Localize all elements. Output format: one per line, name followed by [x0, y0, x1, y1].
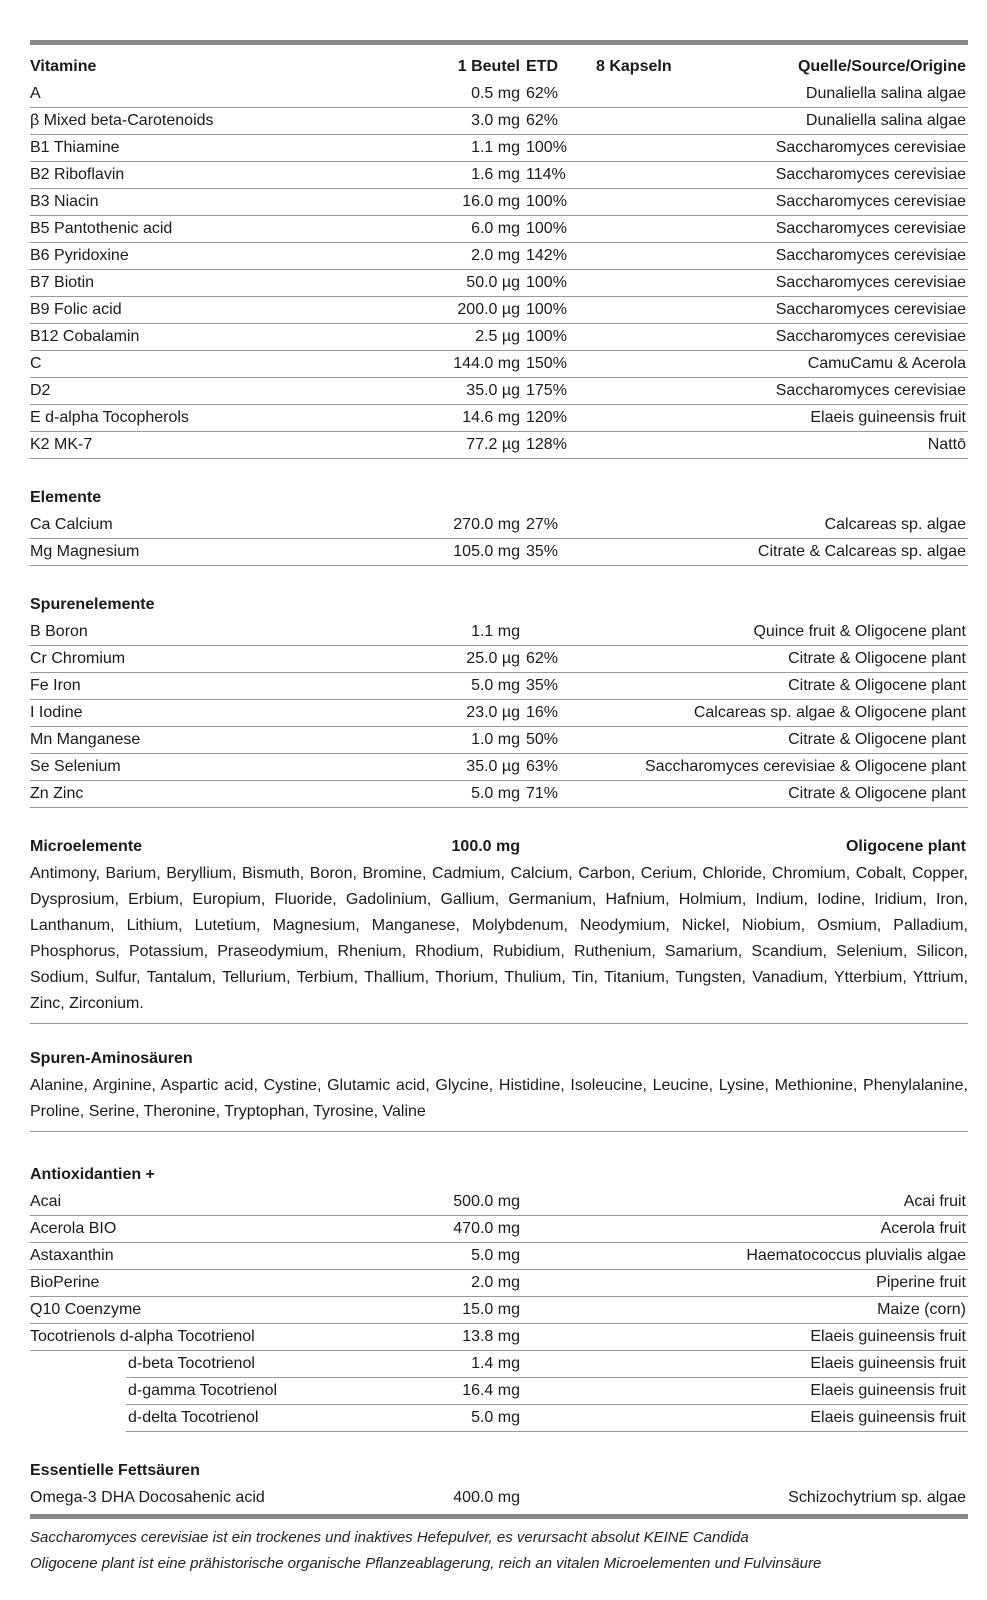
table-header	[30, 54, 968, 81]
row-dose: 500.0 mg	[453, 1193, 520, 1210]
row-source: Citrate & Oligocene plant	[788, 677, 966, 694]
table-row	[30, 81, 968, 108]
table-row	[30, 1324, 968, 1351]
row-source: Citrate & Calcareas sp. algae	[757, 543, 966, 560]
header-etd: ETD	[526, 58, 558, 75]
row-etd: 150%	[526, 355, 567, 372]
table-row	[30, 1189, 968, 1216]
row-etd: 100%	[526, 301, 567, 318]
row-etd: 175%	[526, 382, 567, 399]
row-name: β Mixed beta-Carotenoids	[30, 112, 214, 129]
table-row	[30, 673, 968, 700]
row-dose: 13.8 mg	[462, 1328, 520, 1345]
section-title-elemente: Elemente	[30, 489, 102, 506]
bottom-rule	[30, 1514, 968, 1519]
row-name: I Iodine	[30, 704, 83, 721]
table-row	[30, 270, 968, 297]
micro-source: Oligocene plant	[845, 838, 966, 855]
table-row	[30, 646, 968, 673]
row-source: Quince fruit & Oligocene plant	[753, 623, 966, 640]
row-name: Mg Magnesium	[30, 543, 140, 560]
row-dose: 1.0 mg	[471, 731, 520, 748]
section-title-aminosaeuren: Spuren-Aminosäuren	[30, 1050, 193, 1067]
row-name: Astaxanthin	[30, 1247, 114, 1264]
header-kapseln: 8 Kapseln	[596, 58, 672, 75]
section-title-spurenelemente: Spurenelemente	[30, 596, 155, 613]
row-source: Saccharomyces cerevisiae	[775, 274, 966, 291]
section-title-microelemente	[30, 834, 968, 861]
row-etd: 27%	[526, 516, 559, 533]
table-row	[30, 432, 968, 459]
row-source: Elaeis guineensis fruit	[810, 1328, 966, 1345]
row-source: Schizochytrium sp. algae	[788, 1489, 966, 1506]
table-row	[30, 1216, 968, 1243]
row-etd: 100%	[526, 139, 567, 156]
row-name: Mn Manganese	[30, 731, 141, 748]
row-etd: 63%	[526, 758, 559, 775]
micro-dose: 100.0 mg	[451, 838, 520, 855]
row-source: Saccharomyces cerevisiae	[775, 301, 966, 318]
row-source: Dunaliella salina algae	[805, 85, 966, 102]
row-name: D2	[30, 382, 51, 399]
row-name: Cr Chromium	[30, 650, 126, 667]
footnote-oligocene: Oligocene plant ist eine prähistorische organische Pflanzeablagerung, reich an vitalen Microelementen und Fulvinsäure	[30, 1555, 822, 1572]
row-name: C	[30, 355, 42, 372]
table-row	[30, 1243, 968, 1270]
row-source: Dunaliella salina algae	[805, 112, 966, 129]
row-name: Acai	[30, 1193, 62, 1210]
row-name: Acerola BIO	[30, 1220, 117, 1237]
fettsaeuren-rows	[30, 1485, 968, 1512]
row-source: Elaeis guineensis fruit	[810, 1409, 966, 1426]
row-name: B2 Riboflavin	[30, 166, 125, 183]
row-dose: 16.4 mg	[462, 1382, 520, 1399]
row-source: Acerola fruit	[880, 1220, 966, 1237]
table-row	[30, 162, 968, 189]
row-dose: 77.2 µg	[466, 436, 520, 453]
row-etd: 114%	[526, 166, 566, 183]
row-dose: 2.0 mg	[471, 1274, 520, 1291]
row-etd: 35%	[526, 677, 559, 694]
table-row	[30, 754, 968, 781]
row-dose: 50.0 µg	[466, 274, 520, 291]
row-name: K2 MK-7	[30, 436, 93, 453]
row-dose: 5.0 mg	[471, 785, 520, 802]
row-name: B7 Biotin	[30, 274, 95, 291]
row-name: d-gamma Tocotrienol	[128, 1382, 278, 1399]
section-title-antioxidantien: Antioxidantien +	[30, 1166, 155, 1183]
table-row	[30, 108, 968, 135]
row-dose: 1.1 mg	[471, 139, 520, 156]
table-row	[30, 1405, 968, 1432]
row-name: B1 Thiamine	[30, 139, 120, 156]
table-row	[30, 189, 968, 216]
footnote-saccharomyces: Saccharomyces cerevisiae ist ein trockenes und inaktives Hefepulver, es verursacht absolut KEINE Candida	[30, 1529, 749, 1546]
amino-list: Alanine, Arginine, Aspartic acid, Cystine, Glutamic acid, Glycine, Histidine, Isoleucine, Leucine, Lysine, Methionine, Phenylalanine, Proline, Serine, Theronine, Tryptophan, Tyrosine, Valine	[30, 1073, 968, 1132]
row-dose: 2.5 µg	[475, 328, 520, 345]
row-etd: 100%	[526, 274, 567, 291]
row-source: Calcareas sp. algae & Oligocene plant	[693, 704, 966, 721]
row-source: Saccharomyces cerevisiae & Oligocene plant	[644, 758, 966, 775]
row-etd: 100%	[526, 328, 567, 345]
row-name: Se Selenium	[30, 758, 121, 775]
row-etd: 120%	[526, 409, 567, 426]
table-row	[30, 1297, 968, 1324]
table-row	[30, 351, 968, 378]
row-etd: 100%	[526, 193, 567, 210]
row-source: Saccharomyces cerevisiae	[775, 139, 966, 156]
top-rule	[30, 40, 968, 45]
row-source: Acai fruit	[903, 1193, 966, 1210]
table-row	[30, 727, 968, 754]
row-etd: 71%	[526, 785, 559, 802]
row-etd: 62%	[526, 85, 559, 102]
row-name: B3 Niacin	[30, 193, 99, 210]
micro-list: Antimony, Barium, Beryllium, Bismuth, Boron, Bromine, Cadmium, Calcium, Carbon, Cerium, Chloride, Chromium, Cobalt, Copper, Dysprosium, Erbium, Europium, Fluoride, Gadolinium, Gallium, Germanium, Hafnium, Holmium, Indium, Iodine, Iridium, Iron, Lanthanum, Lithium, Lutetium, Magnesium, Manganese, Molybdenum, Neodymium, Nickel, Niobium, Osmium, Palladium, Phosphorus, Potassium, Praseodymium, Rhenium, Rhodium, Rubidium, Ruthenium, Samarium, Scandium, Selenium, Silicon, Sodium, Sulfur, Tantalum, Tellurium, Terbium, Thallium, Thorium, Thulium, Tin, Titanium, Tungsten, Vanadium, Ytterbium, Yttrium, Zinc, Zirconium.	[30, 861, 968, 1024]
row-name: A	[30, 85, 41, 102]
row-dose: 2.0 mg	[471, 247, 520, 264]
row-etd: 142%	[526, 247, 567, 264]
table-row	[30, 1351, 968, 1378]
section-title-fettsaeuren: Essentielle Fettsäuren	[30, 1462, 200, 1479]
row-name: B9 Folic acid	[30, 301, 122, 318]
row-etd: 128%	[526, 436, 567, 453]
row-name: d-delta Tocotrienol	[128, 1409, 259, 1426]
row-source: Elaeis guineensis fruit	[810, 1382, 966, 1399]
row-dose: 5.0 mg	[471, 677, 520, 694]
row-dose: 0.5 mg	[471, 85, 520, 102]
table-row	[30, 619, 968, 646]
row-source: CamuCamu & Acerola	[807, 355, 966, 372]
table-row	[30, 512, 968, 539]
row-source: Saccharomyces cerevisiae	[775, 382, 966, 399]
row-dose: 23.0 µg	[466, 704, 520, 721]
row-dose: 1.1 mg	[471, 623, 520, 640]
header-vitamine: Vitamine	[30, 58, 97, 75]
row-name: d-beta Tocotrienol	[128, 1355, 255, 1372]
footnotes	[30, 1525, 968, 1577]
row-dose: 35.0 µg	[466, 382, 520, 399]
row-name: Q10 Coenzyme	[30, 1301, 142, 1318]
row-dose: 470.0 mg	[453, 1220, 520, 1237]
table-row	[30, 1270, 968, 1297]
row-dose: 1.4 mg	[471, 1355, 520, 1372]
row-source: Nattō	[927, 436, 966, 453]
vitamin-rows	[30, 81, 968, 459]
row-dose: 5.0 mg	[471, 1409, 520, 1426]
row-dose: 270.0 mg	[453, 516, 520, 533]
row-name: B6 Pyridoxine	[30, 247, 129, 264]
row-dose: 200.0 µg	[457, 301, 520, 318]
row-dose: 400.0 mg	[453, 1489, 520, 1506]
row-source: Elaeis guineensis fruit	[810, 1355, 966, 1372]
row-name: Zn Zinc	[30, 785, 84, 802]
row-dose: 144.0 mg	[453, 355, 520, 372]
row-source: Calcareas sp. algae	[824, 516, 966, 533]
table-row	[30, 216, 968, 243]
table-row	[30, 135, 968, 162]
row-name: B Boron	[30, 623, 88, 640]
row-name: B12 Cobalamin	[30, 328, 140, 345]
row-source: Citrate & Oligocene plant	[788, 785, 966, 802]
table-row	[30, 1485, 968, 1512]
table-row	[30, 781, 968, 808]
row-etd: 62%	[526, 112, 559, 129]
row-source: Saccharomyces cerevisiae	[775, 220, 966, 237]
table-row	[30, 539, 968, 566]
spurenelemente-rows	[30, 619, 968, 808]
row-name: Ca Calcium	[30, 516, 113, 533]
header-source: Quelle/Source/Origine	[797, 58, 966, 75]
antioxidantien-rows	[30, 1189, 968, 1351]
header-beutel: 1 Beutel	[457, 58, 520, 75]
row-source: Citrate & Oligocene plant	[788, 731, 966, 748]
row-etd: 100%	[526, 220, 567, 237]
row-source: Elaeis guineensis fruit	[810, 409, 966, 426]
table-row	[30, 297, 968, 324]
row-etd: 35%	[526, 543, 559, 560]
row-source: Saccharomyces cerevisiae	[775, 193, 966, 210]
table-row	[30, 1378, 968, 1405]
row-etd: 50%	[526, 731, 559, 748]
row-dose: 6.0 mg	[471, 220, 520, 237]
row-source: Citrate & Oligocene plant	[788, 650, 966, 667]
table-row	[30, 378, 968, 405]
row-dose: 16.0 mg	[462, 193, 520, 210]
row-dose: 3.0 mg	[471, 112, 520, 129]
row-name: BioPerine	[30, 1274, 100, 1291]
row-source: Haematococcus pluvialis algae	[746, 1247, 966, 1264]
row-etd: 16%	[526, 704, 559, 721]
row-name: B5 Pantothenic acid	[30, 220, 173, 237]
table-row	[30, 324, 968, 351]
row-dose: 5.0 mg	[471, 1247, 520, 1264]
table-row	[30, 243, 968, 270]
row-source: Piperine fruit	[876, 1274, 966, 1291]
micro-title: Microelemente	[30, 838, 143, 855]
row-dose: 15.0 mg	[462, 1301, 520, 1318]
row-etd: 62%	[526, 650, 559, 667]
row-dose: 105.0 mg	[453, 543, 520, 560]
table-row	[30, 405, 968, 432]
row-dose: 25.0 µg	[466, 650, 520, 667]
row-source: Saccharomyces cerevisiae	[775, 247, 966, 264]
row-name: E d-alpha Tocopherols	[30, 409, 189, 426]
row-source: Saccharomyces cerevisiae	[775, 328, 966, 345]
row-name: Fe Iron	[30, 677, 81, 694]
tocotrienol-subrows	[30, 1351, 968, 1432]
row-source: Saccharomyces cerevisiae	[775, 166, 966, 183]
row-dose: 1.6 mg	[471, 166, 520, 183]
row-source: Maize (corn)	[877, 1301, 966, 1318]
elemente-rows	[30, 512, 968, 566]
row-name: Tocotrienols d-alpha Tocotrienol	[30, 1328, 255, 1345]
table-row	[30, 700, 968, 727]
nutrition-table	[30, 40, 968, 1577]
row-name: Omega-3 DHA Docosahenic acid	[30, 1489, 265, 1506]
row-dose: 35.0 µg	[466, 758, 520, 775]
row-dose: 14.6 mg	[462, 409, 520, 426]
